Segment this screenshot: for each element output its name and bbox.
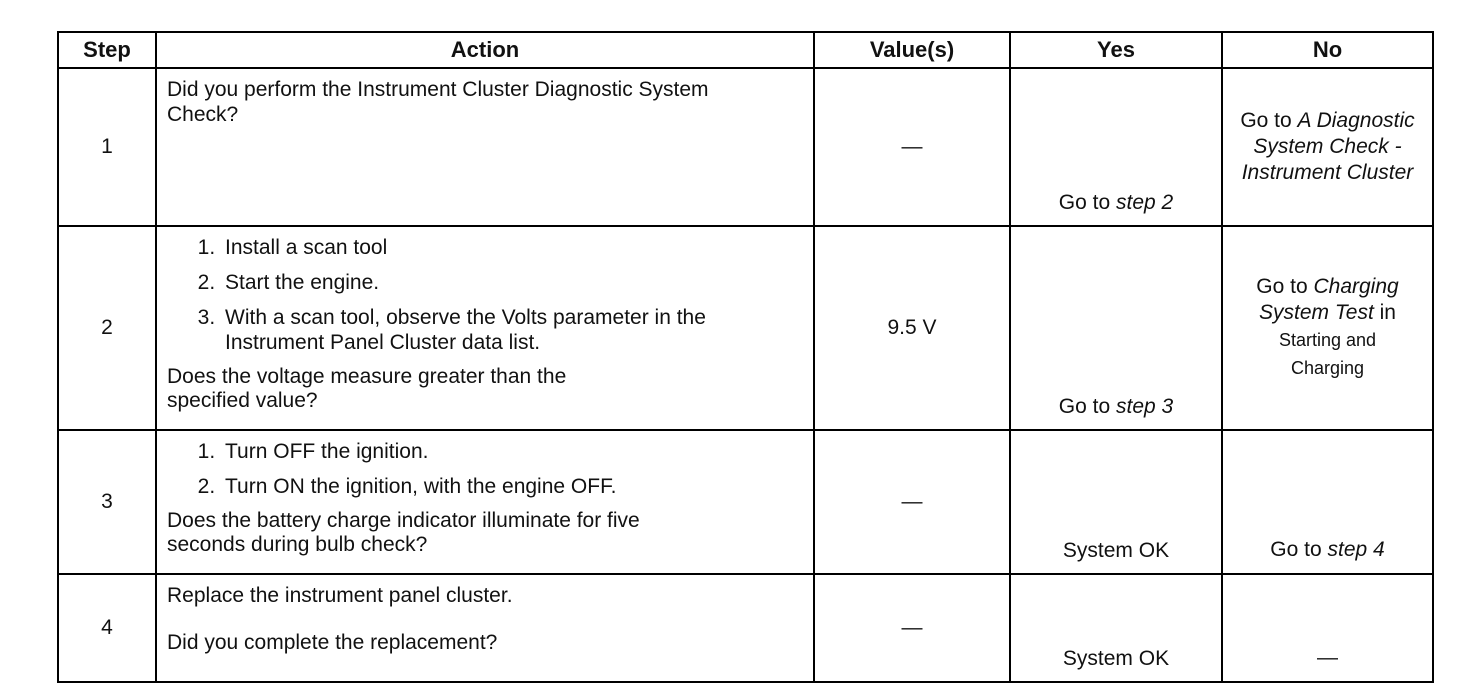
step-number: 2 [58,226,156,430]
action-step: 3. With a scan tool, observe the Volts parameter in the Instrument Panel Cluster data list. [221,305,803,355]
no-prefix: Go to [1256,275,1314,298]
header-step: Step [58,32,156,68]
no-link[interactable]: step 4 [1327,538,1385,561]
action-steps [167,235,803,355]
no-reference: Starting and Charging [1278,330,1377,378]
table-row [58,430,1433,574]
header-row [58,32,1433,68]
no-cell [1222,430,1433,574]
action-question: Does the voltage measure greater than the specified value? [167,365,567,412]
action-question: Did you complete the replacement? [167,631,498,654]
table-row [58,68,1433,226]
header-values: Value(s) [814,32,1010,68]
no-suffix: in [1373,301,1396,324]
value-cell: — [814,68,1010,226]
no-prefix: Go to [1240,109,1298,132]
yes-cell [1010,226,1222,430]
no-cell [1222,68,1433,226]
step-number: 3 [58,430,156,574]
action-cell [156,430,814,574]
step-number: 4 [58,574,156,682]
yes-cell [1010,68,1222,226]
value-cell: — [814,574,1010,682]
yes-prefix: Go to [1058,395,1116,418]
yes-link[interactable]: step 2 [1115,191,1174,214]
no-link[interactable]: A Diagnostic System Check - Instrument Cluster [1241,109,1415,184]
no-prefix: Go to [1270,538,1328,561]
action-step: 2. Turn ON the ignition, with the engine OFF. [221,474,803,499]
no-link[interactable]: Charging System Test [1259,275,1399,324]
action-cell [156,68,814,226]
table-row [58,574,1433,682]
action-question: Did you perform the Instrument Cluster Diagnostic System Check? [167,78,709,126]
value-cell: 9.5 V [814,226,1010,430]
header-action: Action [156,32,814,68]
action-instruction: Replace the instrument panel cluster. [167,584,513,607]
action-cell [156,574,814,682]
header-yes: Yes [1010,32,1222,68]
diagnostic-table [57,31,1434,683]
yes-cell: System OK [1010,574,1222,682]
yes-cell: System OK [1010,430,1222,574]
action-question: Does the battery charge indicator illuminate for five seconds during bulb check? [167,509,640,556]
header-no: No [1222,32,1433,68]
yes-prefix: Go to [1058,191,1116,214]
action-step: 1. Install a scan tool [221,235,803,260]
value-cell: — [814,430,1010,574]
table-row [58,226,1433,430]
action-step: 2. Start the engine. [221,270,803,295]
no-cell: — [1222,574,1433,682]
action-steps [167,439,803,499]
action-step: 1. Turn OFF the ignition. [221,439,803,464]
yes-link[interactable]: step 3 [1115,395,1174,418]
step-number: 1 [58,68,156,226]
no-cell [1222,226,1433,430]
action-cell [156,226,814,430]
